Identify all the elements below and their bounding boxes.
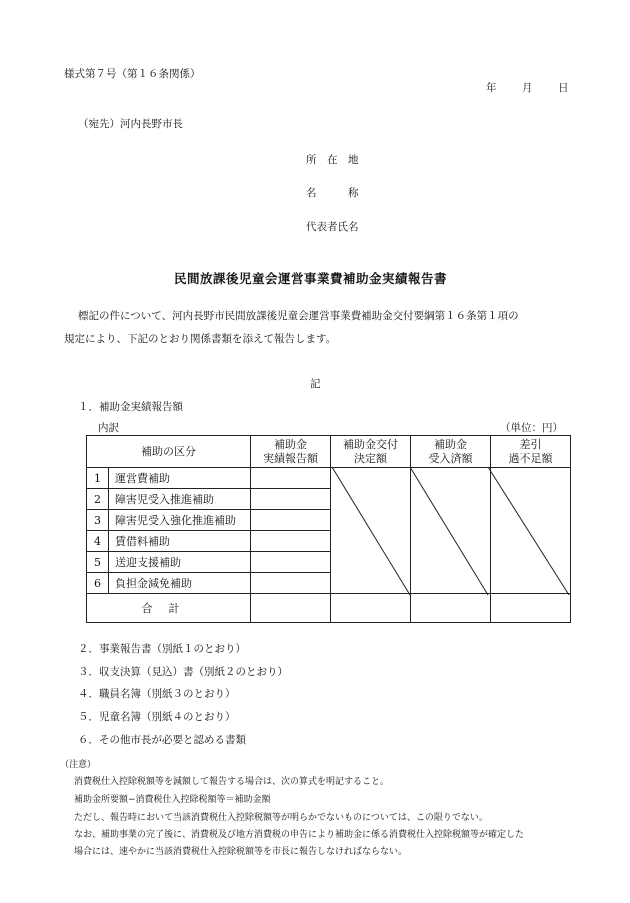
header-difference: 差引 過不足額 xyxy=(491,436,571,468)
date-day: 日 xyxy=(558,82,569,94)
note-line: 消費税仕入控除税額等を減額して報告する場合は、次の算式を明記すること。 xyxy=(74,777,390,787)
total-decision-amount-cell[interactable] xyxy=(331,594,411,623)
table-total-row xyxy=(87,594,571,623)
row-number: 2 xyxy=(87,489,109,510)
decision-amount-diagonal-cell xyxy=(331,468,411,594)
row-label: 障害児受入推進補助 xyxy=(109,489,251,510)
report-amount-cell[interactable] xyxy=(251,468,331,489)
row-label: 負担金減免補助 xyxy=(109,573,251,594)
address-label: 所 在 地 xyxy=(306,154,359,166)
report-amount-cell[interactable] xyxy=(251,489,331,510)
representative-label: 代表者氏名 xyxy=(306,221,359,233)
row-label: 送迎支援補助 xyxy=(109,552,251,573)
received-amount-diagonal-cell xyxy=(411,468,491,594)
addressee: （宛先）河内長野市長 xyxy=(78,118,183,130)
attachment-item: ３．収支決算（見込）書（別紙２のとおり） xyxy=(78,666,288,678)
row-number: 3 xyxy=(87,510,109,531)
section-1-heading: １．補助金実績報告額 xyxy=(78,401,183,413)
name-label: 名 称 xyxy=(306,187,359,199)
total-difference-cell[interactable] xyxy=(491,594,571,623)
row-label: 運営費補助 xyxy=(109,468,251,489)
row-number: 1 xyxy=(87,468,109,489)
breakdown-label: 内訳 xyxy=(98,422,119,434)
body-line-2: 規定により、下記のとおり関係書類を添えて報告します。 xyxy=(64,333,337,345)
ki-label: 記 xyxy=(310,378,321,390)
header-received-amount: 補助金 受入済額 xyxy=(411,436,491,468)
unit-label: （単位：円） xyxy=(500,422,563,434)
report-amount-cell[interactable] xyxy=(251,531,331,552)
row-number: 5 xyxy=(87,552,109,573)
row-number: 4 xyxy=(87,531,109,552)
total-report-amount-cell[interactable] xyxy=(251,594,331,623)
form-number: 様式第７号（第１６条関係） xyxy=(64,68,201,80)
difference-diagonal-cell xyxy=(491,468,571,594)
note-line: ただし、報告時において当該消費税仕入控除税額等が明らかでないものについては、この限りでない。 xyxy=(74,813,488,823)
report-amount-cell[interactable] xyxy=(251,552,331,573)
note-line: なお、補助事業の完了後に、消費税及び地方消費税の申告により補助金に係る消費税仕入控除税額等が確定した xyxy=(74,830,525,840)
table-header-row xyxy=(87,436,571,468)
document-title: 民間放課後児童会運営事業費補助金実績報告書 xyxy=(174,271,448,286)
total-label: 合計 xyxy=(87,594,251,623)
body-line-1: 標記の件について、河内長野市民間放課後児童会運営事業費補助金交付要綱第１６条第１項の xyxy=(78,310,519,322)
date-year: 年 xyxy=(486,82,497,94)
total-received-amount-cell[interactable] xyxy=(411,594,491,623)
table-row xyxy=(87,468,571,489)
attachment-item: ５．児童名簿（別紙４のとおり） xyxy=(78,711,236,723)
row-label: 障害児受入強化推進補助 xyxy=(109,510,251,531)
report-amount-cell[interactable] xyxy=(251,573,331,594)
header-category: 補助の区分 xyxy=(87,436,251,468)
notes-heading: （注意） xyxy=(60,760,97,770)
date-month: 月 xyxy=(522,82,533,94)
attachment-item: ２．事業報告書（別紙１のとおり） xyxy=(78,643,246,655)
attachment-item: ４．職員名簿（別紙３のとおり） xyxy=(78,688,236,700)
row-label: 賃借料補助 xyxy=(109,531,251,552)
row-number: 6 xyxy=(87,573,109,594)
report-amount-cell[interactable] xyxy=(251,510,331,531)
note-line: 場合には、速やかに当該消費税仕入控除税額等を市長に報告しなければならない。 xyxy=(74,847,408,857)
report-table xyxy=(86,435,571,623)
note-line: 補助金所要額−消費税仕入控除税額等＝補助金額 xyxy=(74,795,271,805)
attachment-item: ６．その他市長が必要と認める書類 xyxy=(78,734,246,746)
header-decision-amount: 補助金交付 決定額 xyxy=(331,436,411,468)
header-report-amount: 補助金 実績報告額 xyxy=(251,436,331,468)
